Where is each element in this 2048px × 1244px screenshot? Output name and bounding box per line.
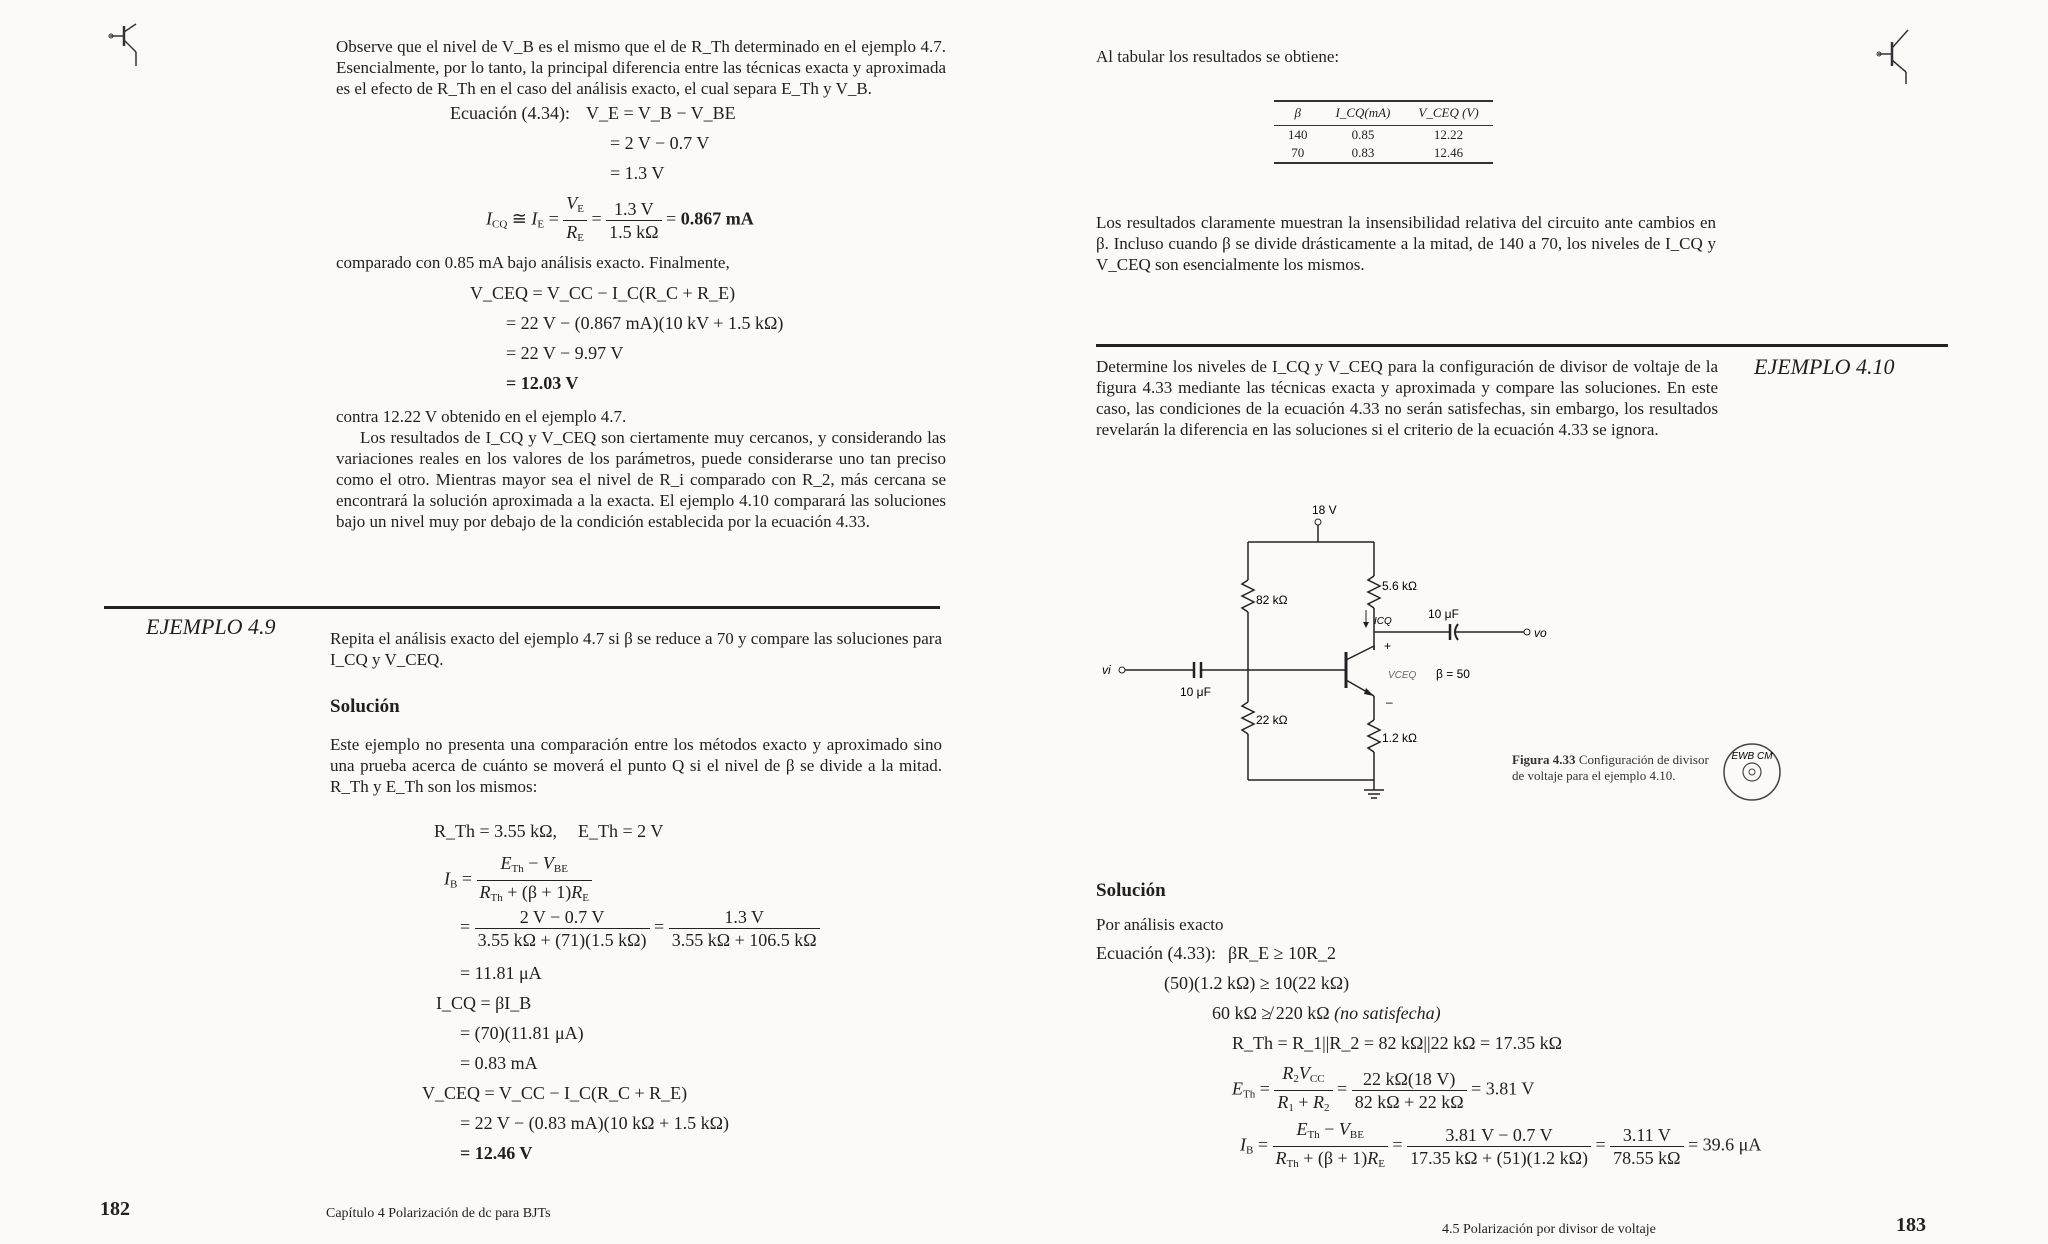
vceq-label: VCEQ [1388,670,1417,681]
example-4-10-label: EJEMPLO 4.10 [1754,354,1895,379]
figure-caption-text: Configuración de divisor de voltaje para el ejemplo 4.10. [1512,752,1709,783]
r2-label: 22 kΩ [1256,713,1288,727]
solution-heading-right: Solución [1096,880,1166,901]
page-number-left: 182 [100,1198,130,1220]
results-paragraph: Los resultados de I_CQ y V_CEQ son ciertamente muy cercanos, y considerando las variaciones reales en los valores de los parámetros, puede considerarse uno tan preciso como el otro. Mientras mayor sea el nivel de R_i comparado con R_2, más cercana se encontrará la solución aproximada a la exacta. El ejemplo 4.10 comparará las soluciones bajo un nivel muy por debajo de la condición establecida por la ecuación 4.33. [336,428,946,531]
rc-resistor [1368,576,1380,608]
table-header: β [1274,101,1322,126]
compare-text: comparado con 0.85 mA bajo análisis exacto. Finalmente, [336,253,730,272]
cond-3 [1212,1002,1441,1024]
eth-result: = 3.81 V [1471,1078,1535,1099]
example-4-9-label: EJEMPLO 4.9 [146,614,276,639]
right-page [1024,0,2048,1244]
sol-ib-numeric: = $\frac{2 V - 0.7 V}{3.55 k\Omega + (71)(1.5 k\Omega)}$ = $\frac{1.3 V}{3.55 k\Omega + 106.5 k\Omega}$ [460,906,820,951]
cond-3-expr: 60 kΩ ≱ 220 kΩ [1212,1003,1330,1023]
vo-label: vo [1534,626,1547,640]
eq-ve-2: = 2 V − 0.7 V [610,133,710,153]
ib-result: = 39.6 μA [1688,1134,1762,1155]
vcc-label: 18 V [1312,503,1337,517]
re-resistor [1368,720,1380,752]
solution-text-left: Este ejemplo no presenta una comparación entre los métodos exacto y aproximado sino una prueba acerca de cuánto se moverá el punto Q si el nivel de β se divide a la mitad. R_Th y E_Th son los mismos: [330,735,942,796]
sol-icq-1: I_CQ = βI_B [436,993,532,1013]
ewb-logo-text: EWB CM [1731,751,1773,762]
eq-ve-3: = 1.3 V [610,163,665,183]
table-row [1274,144,1493,163]
cond-2: (50)(1.2 kΩ) ≥ 10(22 kΩ) [1164,973,1350,993]
sol-icq-2: = (70)(11.81 μA) [460,1023,584,1043]
cond-1: βR_E ≥ 10R_2 [1228,943,1337,963]
eq-icq-approx: $I_{CQ}$ ≅ $I_E$ = $\frac{V_E}{R_E}$ = $\frac{1.3 V}{1.5 k\Omega}$ = 0.867 mA [486,193,754,244]
re-label: 1.2 kΩ [1382,731,1417,745]
table-cell: 12.22 [1433,127,1464,142]
table-cell: 0.85 [1351,127,1375,142]
table-cell: 70 [1274,144,1322,163]
cond-3-note: (no satisfecha) [1334,1003,1441,1023]
example-4-9-text: Repita el análisis exacto del ejemplo 4.7 si β se reduce a 70 y compare las soluciones para I_CQ y V_CEQ. [330,629,942,669]
eq-vce-3: = 22 V − 9.97 V [506,343,624,363]
eth-eq: $E_{Th}$ = $\frac{R_2V_{CC}}{R_1 + R_2}$ = $\frac{22 k\Omega(18 V)}{82 k\Omega + 22 k\Omega}$ = 3.81 V [1232,1063,1535,1114]
r2-resistor [1242,702,1254,734]
table-cell: 140 [1288,127,1308,142]
r1-label: 82 kΩ [1256,593,1288,607]
solution-heading-left: Solución [330,696,400,717]
eq-label: Ecuación (4.34): [450,103,570,123]
table-intro: Al tabular los resultados se obtiene: [1096,47,1340,66]
figure-number: Figura 4.33 [1512,752,1576,767]
ewb-logo-icon [1720,740,1784,804]
ib-eq: $I_B$ = $\frac{E_{Th} - V_{BE}}{R_{Th} + (\beta + 1)R_E}$ = $\frac{3.81 V - 0.7 V}{17.35 k\Omega + (51)(1.2 k\Omega)}$ = $\frac{3.11 V}{78.55 k\Omega}$ = 39.6 μA [1240,1119,1762,1170]
eq-label-433: Ecuación (4.33): [1096,943,1216,963]
cin-label: 10 μF [1180,685,1211,699]
vi-label: vi [1102,663,1111,677]
table-header: I_CQ(mA) [1322,101,1405,126]
sol-ib-result: = 11.81 μA [460,963,542,983]
running-head-left: Capítulo 4 Polarización de dc para BJTs [326,1206,551,1221]
contra-text: contra 12.22 V obtenido en el ejemplo 4.7. [336,407,627,426]
example-rule [104,606,940,609]
minus-sign: – [1386,695,1393,709]
page-number-right: 183 [1896,1214,1926,1236]
table-row [1274,126,1493,145]
exact-analysis-label: Por análisis exacto [1096,915,1224,934]
eq-ve-1: V_E = V_B − V_BE [586,103,736,123]
icq-approx-value: 0.867 mA [680,208,754,229]
cout-label: 10 μF [1428,607,1459,621]
sol-vce-1: V_CEQ = V_CC − I_C(R_C + R_E) [422,1083,688,1103]
transistor-margin-icon [108,22,146,70]
table-cell: 0.83 [1322,144,1405,163]
results-table [1274,100,1493,164]
ground-icon [1364,790,1384,798]
eq-vce-2: = 22 V − (0.867 mA)(10 kV + 1.5 kΩ) [506,313,784,333]
running-head-right: 4.5 Polarización por divisor de voltaje [1442,1222,1656,1237]
r1-resistor [1242,580,1254,612]
icq-label: ICQ [1374,616,1392,627]
plus-sign: + [1384,639,1392,653]
rc-label: 5.6 kΩ [1382,579,1417,593]
sol-ib-formula: $I_B$ = $\frac{E_{Th} - V_{BE}}{R_{Th} + (\beta + 1)R_E}$ [444,852,592,909]
eq-vce-4: = 12.03 V [506,373,579,393]
transistor-margin-icon [1876,28,1920,88]
sol-rth: R_Th = 3.55 kΩ, [434,821,558,841]
insensitivity-paragraph: Los resultados claramente muestran la insensibilidad relativa del circuito ante cambios en β. Incluso cuando β se divide drásticamente a la mitad, de 140 a 70, los niveles de I_CQ y V_CEQ son esencialmente los mismos. [1096,213,1716,274]
beta-label: β = 50 [1436,667,1470,681]
intro-paragraph: Observe que el nivel de V_B es el mismo que el de R_Th determinado en el ejemplo 4.7. Esencialmente, por lo tanto, la principal diferencia entre las técnicas exacta y aproximada es el efecto de R_Th en el caso del análisis exacto, el cual separa E_Th y V_B. [336,37,946,98]
sol-vce-3: = 12.46 V [460,1143,533,1163]
table-cell: 12.46 [1404,144,1492,163]
rth-eq: R_Th = R_1||R_2 = 82 kΩ||22 kΩ = 17.35 kΩ [1232,1033,1563,1053]
eq-vce-1: V_CEQ = V_CC − I_C(R_C + R_E) [470,283,736,303]
figure-caption [1512,752,1712,784]
sol-eth: E_Th = 2 V [578,821,664,841]
example-4-10-text: Determine los niveles de I_CQ y V_CEQ para la configuración de divisor de voltaje de la figura 4.33 mediante las técnicas exacta y aproximada y compare las soluciones. En este caso, las condiciones de la ecuación 4.33 no serán satisfechas, sin embargo, los resultados revelarán la diferencia en las soluciones si el criterio de la ecuación 4.33 se ignora. [1096,357,1718,439]
table-header: V_CEQ (V) [1404,101,1492,126]
sol-icq-3: = 0.83 mA [460,1053,538,1073]
example-rule [1096,344,1948,347]
sol-vce-2: = 22 V − (0.83 mA)(10 kΩ + 1.5 kΩ) [460,1113,730,1133]
